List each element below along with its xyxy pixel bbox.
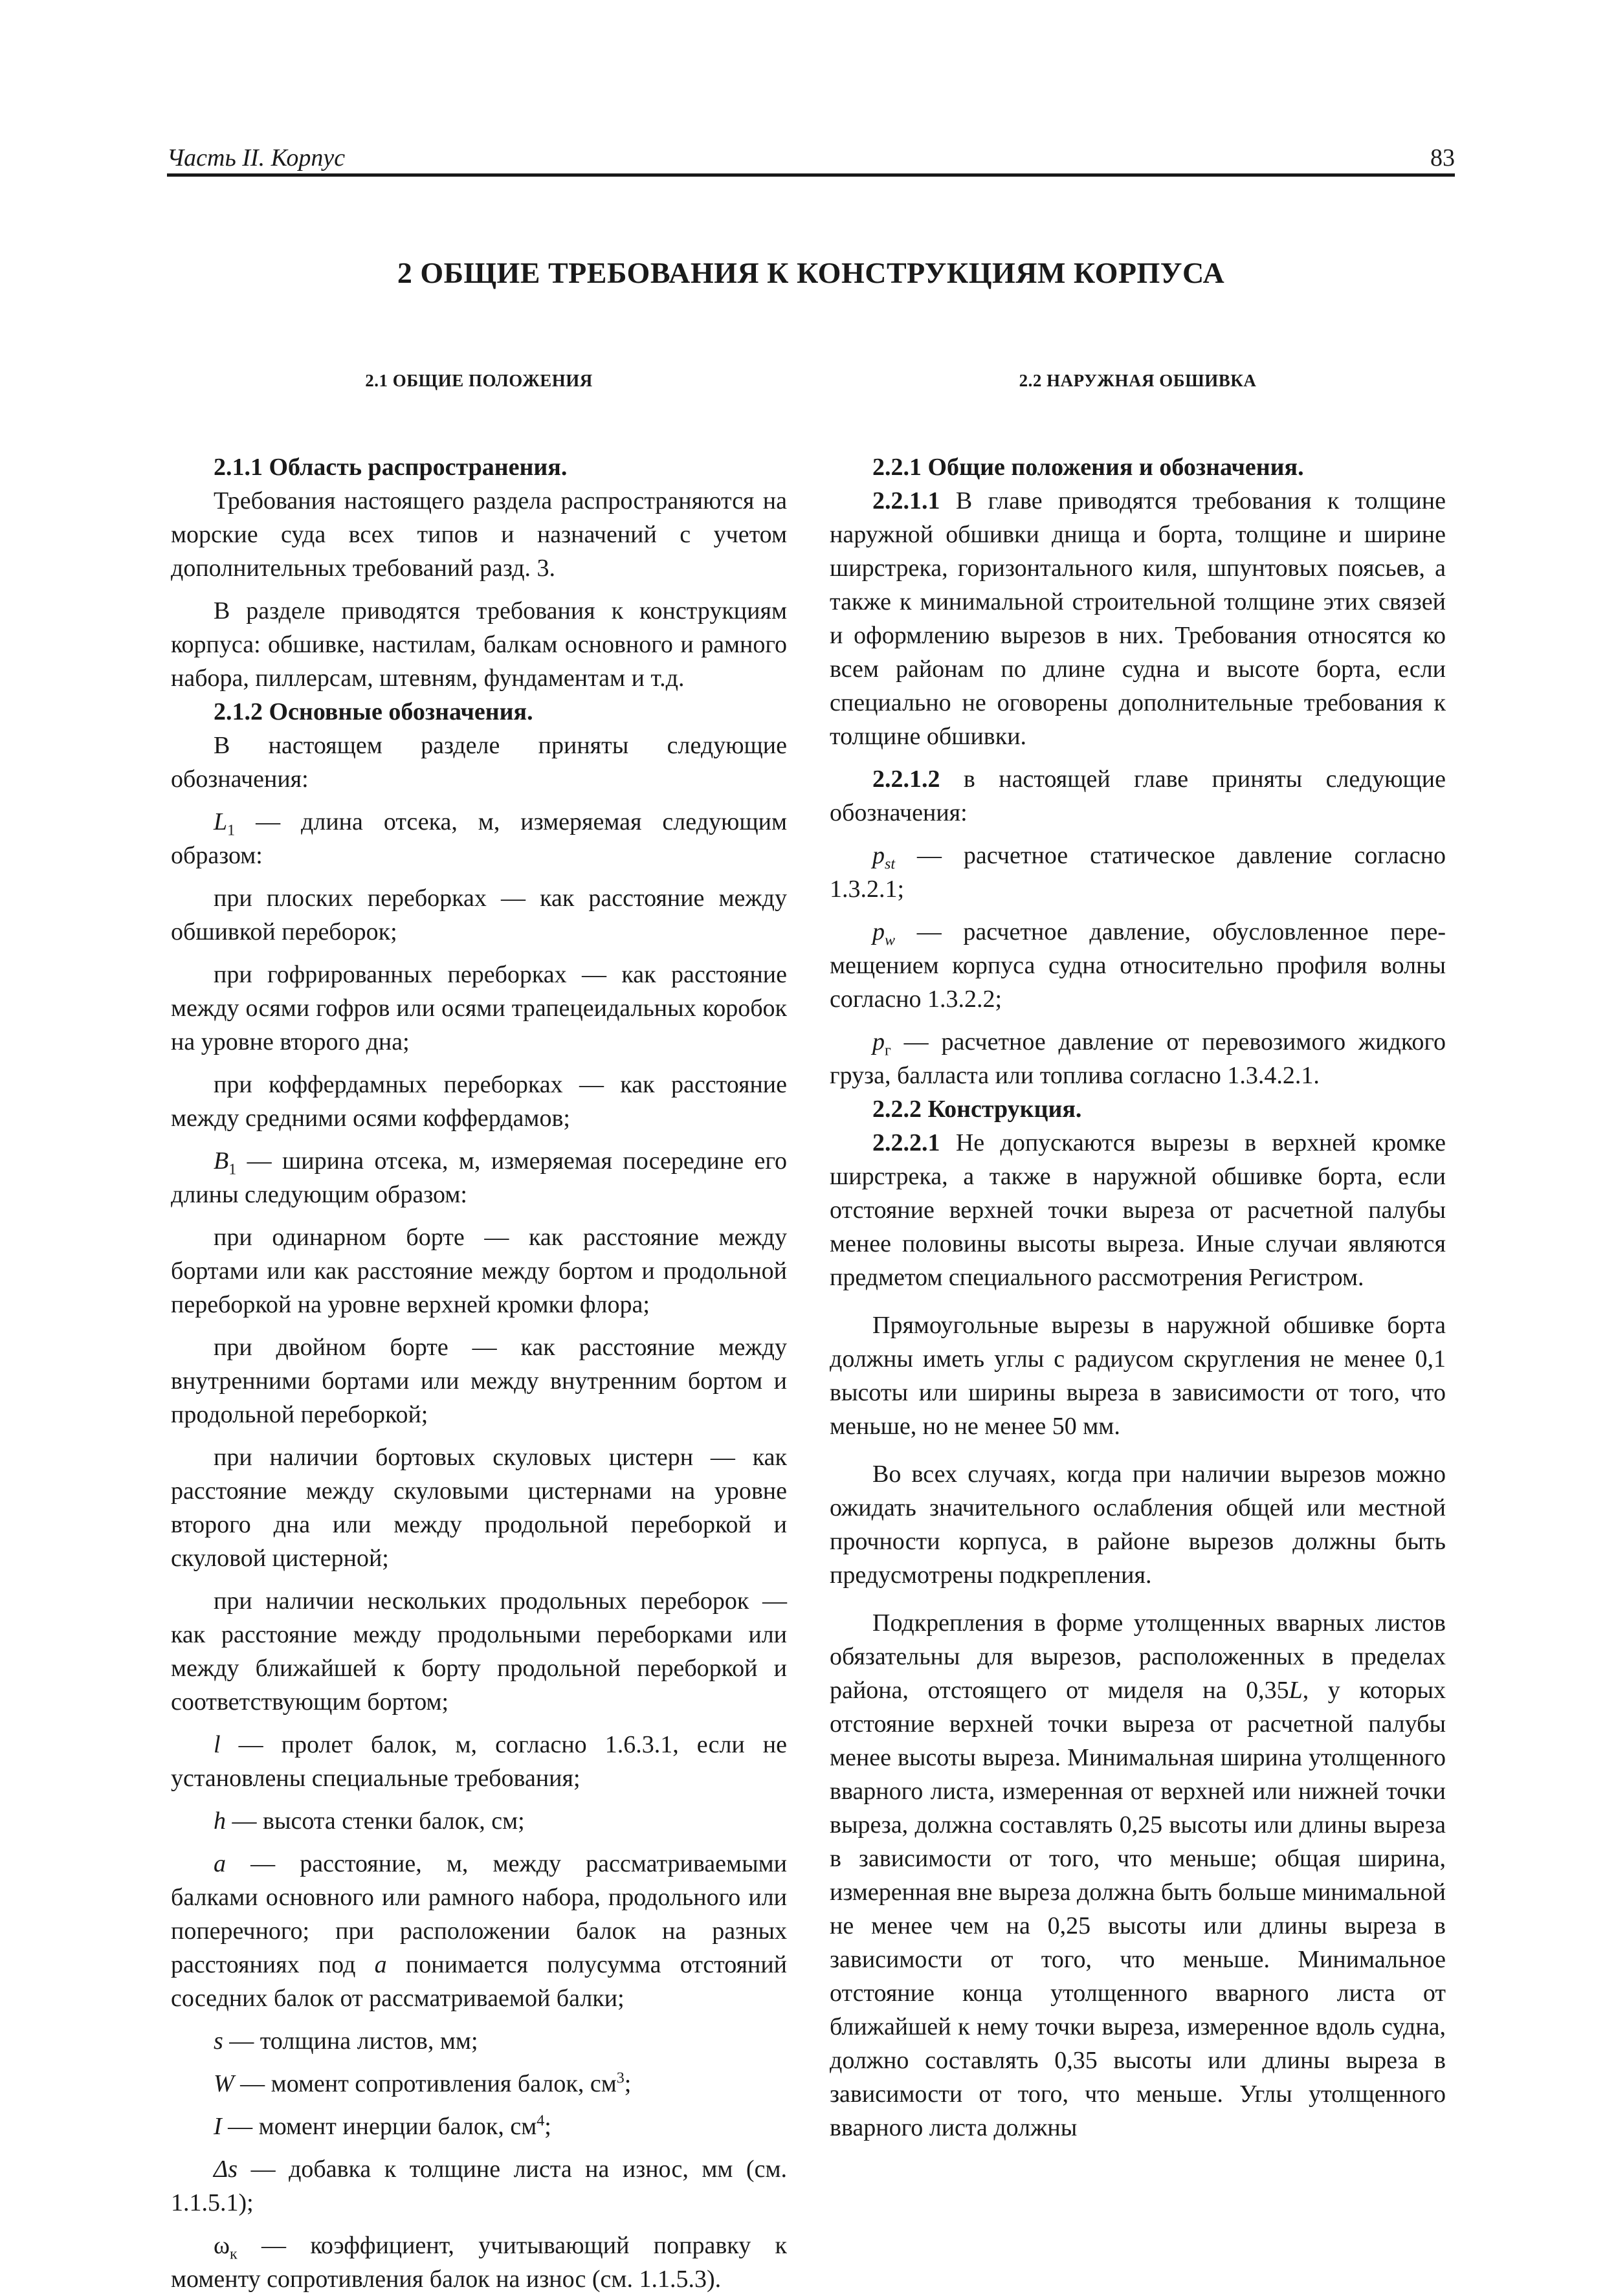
definition-omega-k: [171, 2229, 787, 2296]
definition-text: — момент инерции балок, см: [221, 2113, 537, 2140]
symbol-subscript: к: [230, 2246, 238, 2263]
symbol: a: [374, 1951, 387, 1978]
definition-B1: [171, 1144, 787, 1211]
symbol: p: [872, 1028, 885, 1055]
symbol: W: [214, 2070, 234, 2097]
paragraph: В настоящем разделе приняты следующие обозначения:: [171, 732, 787, 793]
symbol: s: [214, 2027, 223, 2055]
definition-text: — длина отсека, м, измеряемая следующим образом:: [171, 808, 787, 869]
definition-text: — высота стенки балок, см;: [226, 1807, 525, 1835]
superscript: 4: [537, 2112, 545, 2130]
symbol-subscript: г: [885, 1042, 891, 1059]
definition-W: [171, 2067, 787, 2101]
paragraph: при гофрированных переборках — как расстояние между осями гофров или осями трапецеидальных коробок на уровне второго дна;: [171, 961, 787, 1055]
section-title-2-2: 2.2 НАРУЖНАЯ ОБШИВКА: [1019, 371, 1257, 390]
superscript: 3: [616, 2070, 625, 2087]
paragraph: В разделе приводятся требования к конструкциям корпуса: обшивке, настилам, балкам основного и рамного набора, пиллерсам, штевням, фундаментам и т.д.: [171, 597, 787, 692]
definition-text: понимается полусумма отстояний соседних балок от рассматриваемой балки;: [171, 1951, 788, 2012]
running-title: Часть II. Корпус: [167, 144, 346, 171]
symbol-subscript: st: [885, 855, 896, 873]
definition-text: — добавка к толщине листа на износ, мм (см. 1.1.5.1);: [171, 2156, 787, 2216]
clause-text: В главе приводятся требования к толщине наружной обшивки днища и борта, толщине и ширине ширстрека, горизонтального киля, шпунтовых поясьев, а также к минимальной строительной толщине этих связей и оформлению вырезов в них. Требования относятся ко всем районам по длине судна и высоте борта, если специально не оговорены дополнительные требования к толщине обшивки.: [830, 487, 1446, 750]
paragraph-text: , у которых отстояние верхней точки выреза от расчетной палубы менее высоты выреза. Минимальная ширина утолщенного вварного листа, измеренная от верхней или нижней точки выреза, должна составлять 0,25 высоты или длины выреза в зависимости от того, что меньше; общая ширина, измеренная вне выреза должна быть больше минимальной не менее чем на 0,25 высоты или длины выреза в зависимости от того, что меньше. Минимальное отстояние конца утолщенного вварного листа от ближайшей к нему точки выреза, измеренное вдоль судна, должно составлять 0,35 высоты или длины выреза в зависимости от того, что меньше. Углы утолщенного вварного листа должны: [830, 1677, 1446, 2141]
definition-l: [171, 1728, 787, 1795]
symbol-subscript: 1: [227, 822, 236, 839]
definition-L1: [171, 805, 787, 872]
definition-text: — ширина отсека, м, измеряемая посередине его длины следующим образом:: [171, 1147, 787, 1208]
definition-h: [171, 1804, 787, 1838]
definition-s: [171, 2024, 787, 2058]
page-number: 83: [1430, 144, 1455, 171]
definition-pw: [830, 915, 1446, 1016]
symbol: h: [214, 1807, 226, 1835]
chapter-title: 2 ОБЩИЕ ТРЕБОВАНИЯ К КОНСТРУКЦИЯМ КОРПУСА: [397, 256, 1225, 289]
header-rule: [167, 173, 1455, 177]
clause-2-2-1-2: [830, 762, 1446, 830]
clause-2-2-2-1: [830, 1126, 1446, 1294]
right-column: [830, 368, 1446, 2145]
clause-text: в настоящей главе приняты следующие обозначения:: [830, 766, 1446, 826]
definition-text: — пролет балок, м, согласно 1.6.3.1, если не установлены специальные требования;: [171, 1731, 787, 1792]
clause-number: 2.2.2.1: [872, 1129, 940, 1156]
symbol: l: [214, 1731, 221, 1758]
paragraph: при одинарном борте — как расстояние между бортами или как расстояние между бортом и продольной переборкой на уровне верхней кромки флора;: [171, 1224, 787, 1318]
paragraph: Прямоугольные вырезы в наружной обшивке борта должны иметь углы с радиусом скругления не менее 0,1 высоты или ширины выреза в зависимости от того, что меньше, но не менее 50 мм.: [830, 1312, 1446, 1440]
definition-text: — толщина листов, мм;: [223, 2027, 478, 2055]
clause-number: 2.2.1.1: [872, 487, 940, 514]
definition-I: [171, 2110, 787, 2143]
symbol: p: [872, 842, 885, 869]
symbol: B: [214, 1147, 229, 1175]
paragraph: Требования настоящего раздела распространяются на морские суда всех типов и назначений с учетом дополнительных требований разд. 3.: [171, 487, 787, 582]
paragraph: Во всех случаях, когда при наличии вырезов можно ожидать значительного ослабления общей или местной прочности корпуса, в районе вырезов должны быть предусмотрены подкрепления.: [830, 1461, 1446, 1589]
symbol-subscript: 1: [228, 1161, 237, 1178]
symbol: p: [872, 918, 885, 945]
section-title-2-1: 2.1 ОБЩИЕ ПОЛОЖЕНИЯ: [365, 371, 593, 390]
definition-text: — расчетное статическое давление согласно 1.3.2.1;: [830, 842, 1446, 903]
definition-pg: [830, 1025, 1446, 1092]
definition-text: — расчетное давление, обусловленное перемещением корпуса судна относительно профиля волны согласно 1.3.2.2;: [830, 918, 1446, 1013]
symbol-subscript: w: [885, 932, 896, 949]
punctuation: ;: [544, 2113, 551, 2140]
paragraph-text: Подкрепления в форме утолщенных вварных листов обязательны для вырезов, расположенных в пределах района, отстоящего от миделя на 0,35: [830, 1609, 1446, 1704]
symbol: L: [214, 808, 228, 835]
subsection-heading-2-1-1: 2.1.1 Область распространения.: [214, 454, 568, 481]
definition-text: — коэффициент, учитывающий поправку к моменту сопротивления балок на износ (см. 1.1.5.3).: [171, 2232, 787, 2293]
clause-text: Не допускаются вырезы в верхней кромке ширстрека, а также в наружной обшивке борта, если отстояние верхней точки выреза от расчетной палубы менее половины высоты выреза. Иные случаи являются предметом специального рассмотрения Регистром.: [830, 1129, 1446, 1291]
definition-text: — расстояние, м, между рассматриваемыми балками основного или рамного набора, продольного или поперечного; при расположении балок на разных расстояниях под: [171, 1850, 787, 1978]
running-header: [167, 144, 1455, 177]
clause-2-2-1-1: [830, 484, 1446, 753]
subsection-heading-2-2-1: 2.2.1 Общие положения и обозначения.: [872, 454, 1304, 481]
paragraph: при плоских переборках — как расстояние между обшивкой переборок;: [171, 885, 787, 945]
left-column: [171, 368, 787, 2296]
clause-number: 2.2.1.2: [872, 766, 940, 793]
definition-delta-s: [171, 2152, 787, 2220]
symbol: Δs: [214, 2156, 238, 2183]
symbol: a: [214, 1850, 226, 1877]
definition-a: [171, 1847, 787, 2015]
paragraph: при двойном борте — как расстояние между внутренними бортами или между внутренним бортом и продольной переборкой;: [171, 1334, 787, 1428]
definition-text: — расчетное давление от перевозимого жидкого груза, балласта или топлива согласно 1.3.4.2.1.: [830, 1028, 1446, 1089]
punctuation: ;: [624, 2070, 632, 2097]
subsection-heading-2-1-2: 2.1.2 Основные обозначения.: [214, 698, 533, 725]
paragraph: [830, 1606, 1446, 2145]
symbol: ω: [214, 2232, 230, 2259]
definition-pst: [830, 839, 1446, 906]
paragraph: при коффердамных переборках — как расстояние между средними осями коффердамов;: [171, 1071, 787, 1132]
symbol: L: [1289, 1677, 1303, 1704]
subsection-heading-2-2-2: 2.2.2 Конструкция.: [872, 1096, 1082, 1123]
definition-text: — момент сопротивления балок, см: [234, 2070, 617, 2097]
paragraph: при наличии бортовых скуловых цистерн — как расстояние между скуловыми цистернами на уровне второго дна или между продольной переборкой и скуловой цистерной;: [171, 1444, 787, 1572]
symbol: I: [214, 2113, 222, 2140]
paragraph: при наличии нескольких продольных переборок — как расстояние между продольными переборками или между ближайшей к борту продольной переборкой и соответствующим бортом;: [171, 1587, 787, 1716]
